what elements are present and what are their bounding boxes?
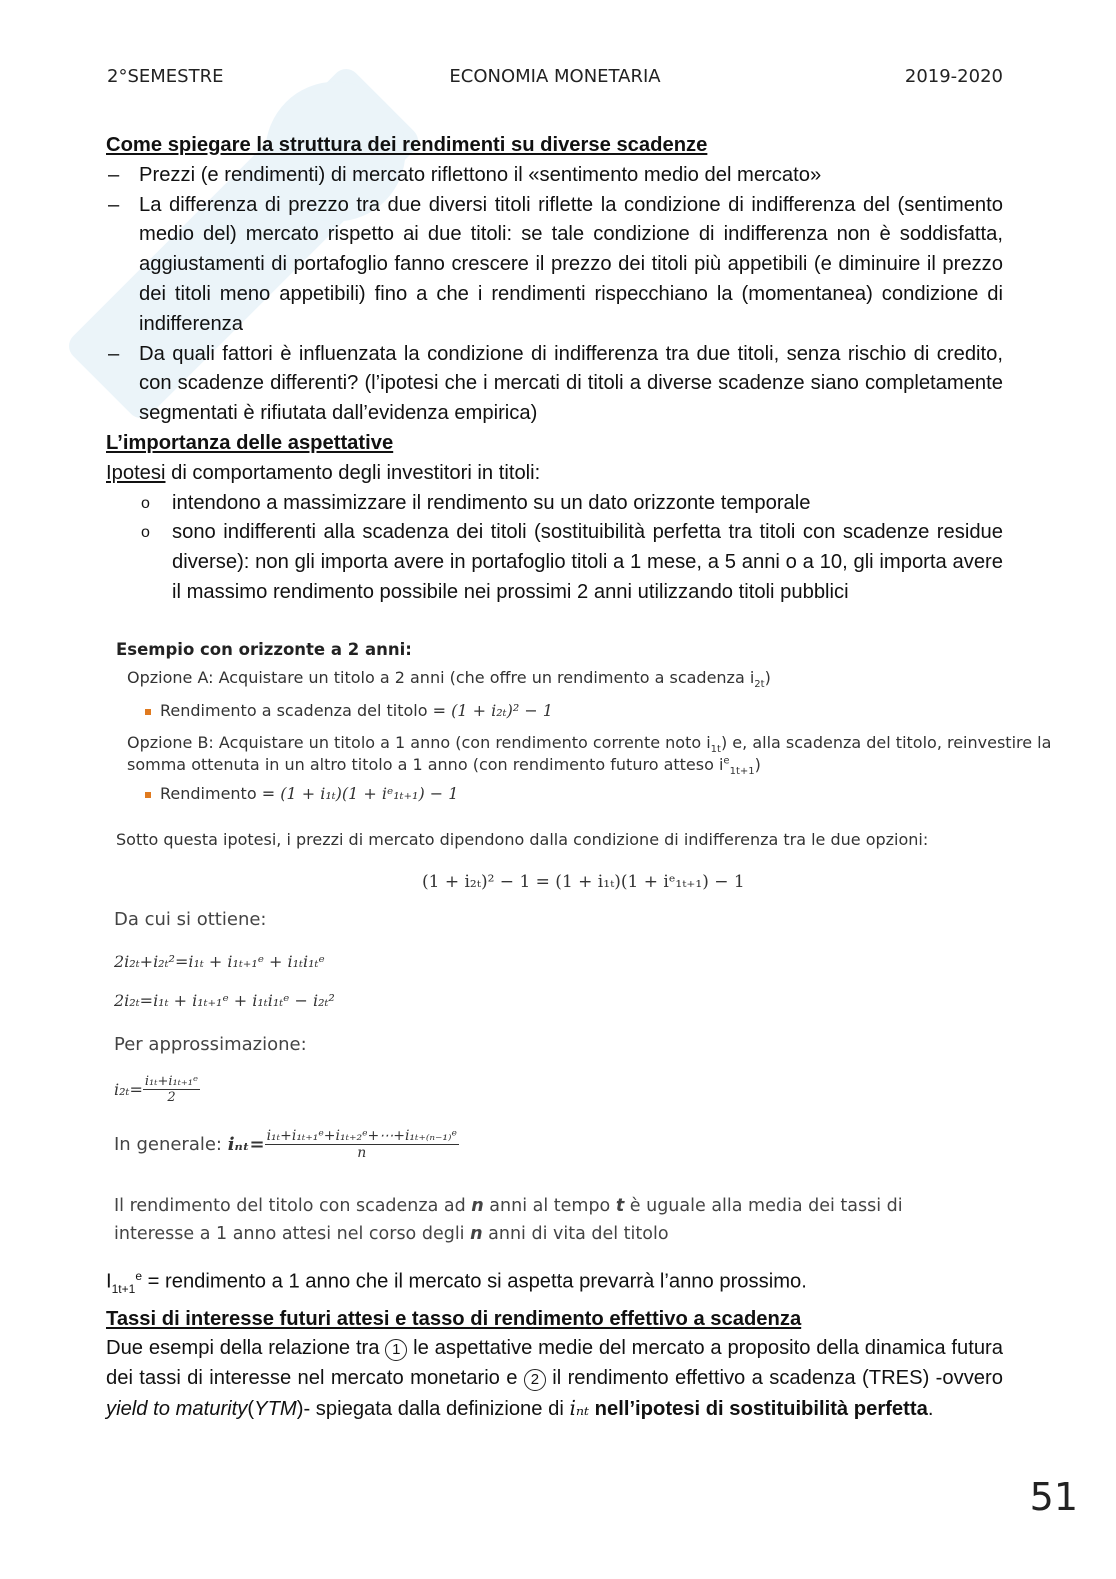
conclusion-c: è uguale alla media dei tassi di xyxy=(624,1196,903,1216)
list-item: – La differenza di prezzo tra due diversi titoli riflette la condizione di indifferenza del (sentimento medio del) mercato rispetto ai due titoli: se tale condizione di indifferenza non è soddisfatta, aggiustamenti di portafoglio fanno crescere il prezzo dei titoli più appetibili (e diminuire il prezzo dei titoli meno appetibili) fino a che i rendimenti rispecchiano la (momentanea) condizione di indifferenza xyxy=(106,191,1003,340)
main-content xyxy=(106,131,1003,608)
equation-1: 2i₂ₜ+i₂ₜ²=i₁ₜ + i₁ₜ₊₁ᵉ + i₁ₜi₁ₜᵉ xyxy=(114,952,325,971)
list-item: o intendono a massimizzare il rendimento su un dato orizzonte temporale xyxy=(139,489,1003,519)
conclusion-a: Il rendimento del titolo con scadenza ad xyxy=(114,1196,472,1216)
option-a-sub: 2t xyxy=(754,679,765,691)
conclusion-n: n xyxy=(471,1196,484,1216)
header-semester: 2°SEMESTRE xyxy=(107,66,224,87)
list-item: o sono indifferenti alla scadenza dei titoli (sostituibilità perfetta tra titoli con scadenze residue diverse): non gli importa avere in portafoglio titoli a 1 mese, a 5 anni o a 10, gli importa avere il massimo rendimento possibile nei prossimi 2 anni utilizzando titoli pubblici xyxy=(139,518,1003,607)
def-text: = rendimento a 1 anno che il mercato si aspetta prevarrà l’anno prossimo. xyxy=(142,1270,807,1293)
option-b-sup2: e xyxy=(723,755,730,767)
approx-denominator: 2 xyxy=(167,1090,176,1105)
para-bold: nell’ipotesi di sostituibilità perfetta xyxy=(594,1397,928,1420)
option-a-bullet-label: Rendimento a scadenza del titolo = xyxy=(160,701,452,720)
approx-lhs: i₂ₜ= xyxy=(114,1080,143,1099)
para-part2: le aspettative medie del mercato a proposito della dinamica futura dei tassi di interesse nel mercato monetario e xyxy=(106,1337,1003,1390)
header-year: 2019-2020 xyxy=(904,66,1003,87)
hypothesis-bullet-list xyxy=(106,489,1003,608)
future-rates-paragraph xyxy=(106,1334,1003,1424)
general-formula xyxy=(114,1128,459,1161)
option-b-bullet xyxy=(145,784,458,803)
general-denominator: n xyxy=(357,1145,367,1161)
option-b-sub2: 1t+1 xyxy=(729,766,755,778)
approx-numerator: i₁ₜ+i₁ₜ₊₁ᵉ xyxy=(144,1074,199,1089)
hypothesis-intro xyxy=(106,459,1003,489)
option-a-formula: (1 + i₂ₜ)² − 1 xyxy=(451,701,553,720)
ytm-abbr: YTM xyxy=(254,1397,297,1420)
conclusion2-n: n xyxy=(470,1224,483,1244)
option-b-formula: (1 + i₁ₜ)(1 + iᵉ₁ₜ₊₁) − 1 xyxy=(280,784,459,803)
list-item: – Da quali fattori è influenzata la condizione di indifferenza tra due titoli, senza rischio di credito, con scadenze differenti? (l’ipotesi che i mercati di titoli a diverse scadenze siano completamente segmentati è rifiutata dall’evidenza empirica) xyxy=(106,340,1003,429)
para-part3: il rendimento effettivo a scadenza (TRES) -ovvero xyxy=(545,1367,1003,1390)
general-fraction xyxy=(265,1128,459,1161)
option-a-text xyxy=(127,668,771,690)
option-b-text2: somma ottenuta in un altro titolo a 1 anno (con rendimento futuro atteso i xyxy=(127,755,724,774)
para-end: . xyxy=(927,1397,934,1420)
approximation-label: Per approssimazione: xyxy=(114,1034,307,1055)
page-header xyxy=(107,66,1003,94)
header-course: ECONOMIA MONETARIA xyxy=(449,66,661,87)
def-symbol: I xyxy=(106,1270,112,1293)
page-number: 51 xyxy=(1029,1475,1078,1519)
conclusion-line2 xyxy=(114,1224,669,1244)
circled-number-2: 2 xyxy=(524,1369,546,1391)
option-b-line2 xyxy=(127,755,761,777)
conclusion2-a: interesse a 1 anno attesi nel corso degli xyxy=(114,1224,471,1244)
main-equation: (1 + i₂ₜ)² − 1 = (1 + i₁ₜ)(1 + iᵉ₁ₜ₊₁) − 1 xyxy=(422,872,745,892)
def-sub: 1t+1 xyxy=(111,1281,136,1296)
circled-number-1: 1 xyxy=(385,1339,407,1361)
bullet-square-icon xyxy=(145,792,151,798)
hypothesis-text: Sotto questa ipotesi, i prezzi di mercato dipendono dalla condizione di indifferenza tra le due opzioni: xyxy=(116,830,929,849)
general-numerator: i₁ₜ+i₁ₜ₊₁ᵉ+i₁ₜ₊₂ᵉ+⋯+i₁ₜ₊₍ₙ₋₁₎ᵉ xyxy=(266,1128,457,1144)
equation-2: 2i₂ₜ=i₁ₜ + i₁ₜ₊₁ᵉ + i₁ₜi₁ₜᵉ − i₂ₜ² xyxy=(114,991,335,1010)
hypothesis-word: Ipotesi xyxy=(106,461,166,484)
section-title-structure: Come spiegare la struttura dei rendimenti su diverse scadenze xyxy=(106,134,708,156)
option-a-label: Opzione A: Acquistare un titolo a 2 anni (che offre un rendimento a scadenza i xyxy=(127,668,755,687)
lower-content xyxy=(106,1262,1003,1425)
list-item: – Prezzi (e rendimenti) di mercato riflettono il «sentimento medio del mercato» xyxy=(106,161,1003,191)
option-b-bullet-label: Rendimento = xyxy=(160,784,281,803)
para-part4: ( xyxy=(247,1397,255,1420)
example-title: Esempio con orizzonte a 2 anni: xyxy=(116,640,412,659)
general-label: In generale: xyxy=(114,1134,228,1155)
para-part5: )- spiegata dalla definizione di xyxy=(296,1397,570,1420)
conclusion-t: t xyxy=(615,1196,625,1216)
section-title-expectations: L’importanza delle aspettative xyxy=(106,431,394,454)
general-lhs: iₙₜ= xyxy=(227,1134,265,1155)
section-title-future-rates: Tassi di interesse futuri attesi e tasso di rendimento effettivo a scadenza xyxy=(106,1307,802,1330)
option-b-text1: Opzione B: Acquistare un titolo a 1 anno (con rendimento corrente noto i xyxy=(127,733,711,752)
option-b-line1 xyxy=(127,733,1051,755)
para-part1: Due esempi della relazione tra xyxy=(106,1337,386,1360)
option-b-text2-end: ) xyxy=(754,755,761,774)
example-figure xyxy=(110,638,1052,1258)
option-b-text1-end: ) e, alla scadenza del titolo, reinvestire la xyxy=(720,733,1052,752)
hypothesis-rest: di comportamento degli investitori in titoli: xyxy=(165,461,541,484)
definition-line xyxy=(106,1262,1003,1305)
option-b-sub1: 1t xyxy=(710,744,721,756)
conclusion-b: anni al tempo xyxy=(483,1196,616,1216)
conclusion-line1 xyxy=(114,1196,903,1216)
option-a-bullet xyxy=(145,701,553,720)
approximation-formula xyxy=(114,1074,200,1105)
option-a-end: ) xyxy=(764,668,771,687)
conclusion2-b: anni di vita del titolo xyxy=(482,1224,669,1244)
bullet-square-icon xyxy=(145,709,151,715)
derivation-label: Da cui si ottiene: xyxy=(114,909,267,930)
int-symbol: iₙₜ xyxy=(569,1395,590,1420)
def-sup: e xyxy=(135,1269,142,1283)
ytm-term: yield to maturity xyxy=(106,1397,248,1420)
structure-bullet-list xyxy=(106,161,1003,429)
approx-fraction xyxy=(143,1074,200,1105)
